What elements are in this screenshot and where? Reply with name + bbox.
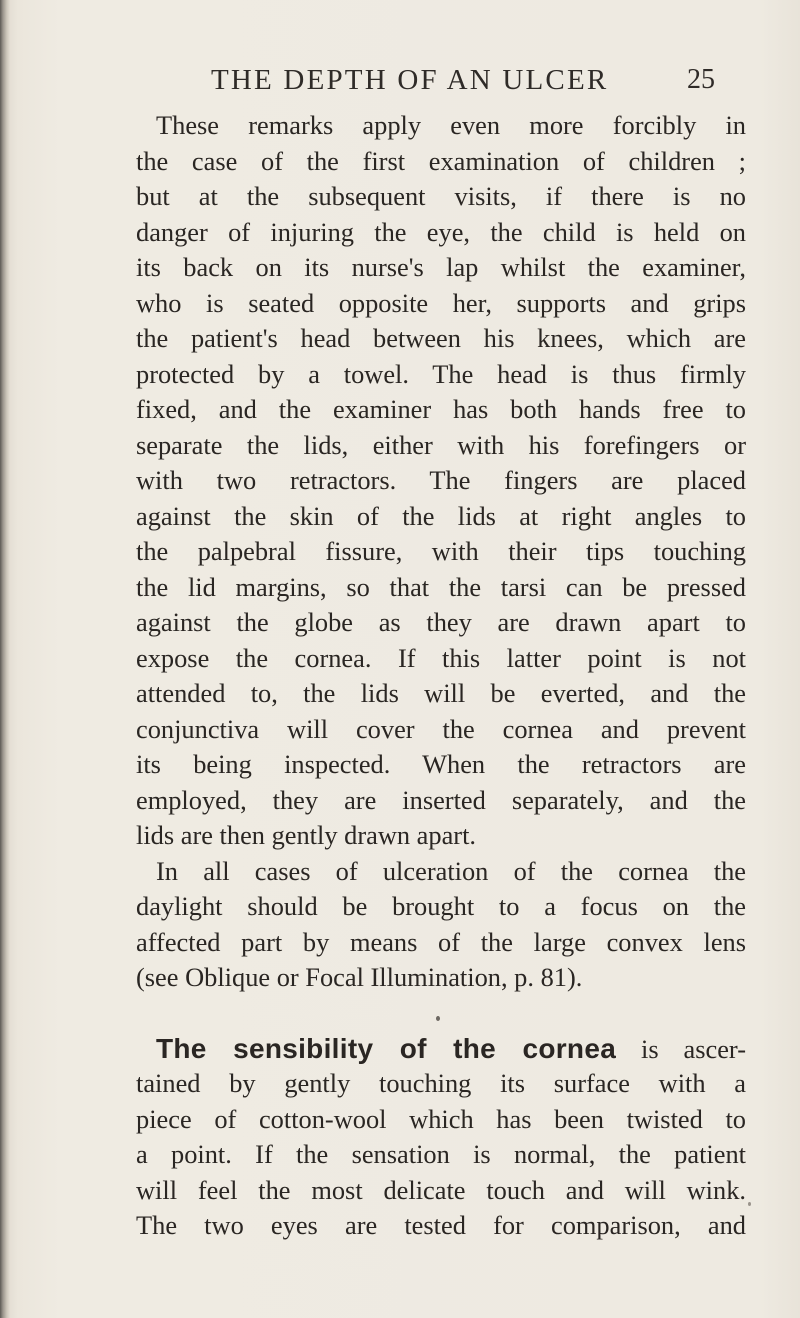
text-line: fixed, and the examiner has both hands free to (136, 394, 746, 424)
page-number: 25 (687, 64, 715, 95)
section-first-line (136, 1031, 746, 1067)
text-line: attended to, the lids will be everted, and the (136, 678, 746, 708)
text-line: separate the lids, either with his forefingers or (136, 429, 746, 460)
print-speck (748, 1202, 751, 1206)
text-line: danger of injuring the eye, the child is held on (136, 216, 746, 247)
text-line: the palpebral fissure, with their tips touching (136, 536, 746, 566)
text-line: lids are then gently drawn apart. (136, 820, 477, 850)
text-line: with two retractors. The fingers are placed (136, 465, 746, 495)
section-heading-continuation: is ascer- (641, 1033, 746, 1064)
text-line: protected by a towel. The head is thus firmly (136, 358, 746, 389)
text-line: a point. If the sensation is normal, the patient (136, 1139, 746, 1169)
print-speck (436, 1016, 440, 1021)
running-head (0, 64, 800, 104)
text-line: daylight should be brought to a focus on the (136, 891, 746, 921)
text-line: who is seated opposite her, supports and grips (136, 287, 746, 318)
page-binding-edge (0, 0, 10, 1318)
text-line: In all cases of ulceration of the cornea the (156, 855, 746, 886)
text-line: expose the cornea. If this latter point is not (136, 642, 746, 673)
text-line: against the globe as they are drawn apart to (136, 607, 746, 637)
text-line: but at the subsequent visits, if there is no (136, 181, 746, 211)
text-line: The two eyes are tested for comparison, and (136, 1210, 746, 1240)
text-line: employed, they are inserted separately, and the (136, 784, 746, 815)
text-line: These remarks apply even more forcibly in (156, 110, 746, 140)
text-line: will feel the most delicate touch and will wink. (136, 1174, 746, 1205)
body-text (136, 108, 746, 1244)
text-line: the patient's head between his knees, which are (136, 323, 746, 353)
text-line: (see Oblique or Focal Illumination, p. 81). (136, 962, 583, 992)
text-line: tained by gently touching its surface with a (136, 1068, 746, 1098)
text-line: its being inspected. When the retractors are (136, 749, 746, 779)
section-heading: The sensibility of the cornea (156, 1032, 617, 1064)
running-head-title: THE DEPTH OF AN ULCER (211, 64, 609, 96)
text-line: its back on its nurse's lap whilst the examiner, (136, 252, 746, 282)
text-line: the case of the first examination of children ; (136, 145, 746, 176)
text-line: piece of cotton-wool which has been twisted to (136, 1103, 746, 1134)
text-line: affected part by means of the large convex lens (136, 926, 746, 957)
text-line: conjunctiva will cover the cornea and prevent (136, 713, 746, 744)
text-line: against the skin of the lids at right angles to (136, 500, 746, 531)
text-line: the lid margins, so that the tarsi can be pressed (136, 571, 746, 602)
